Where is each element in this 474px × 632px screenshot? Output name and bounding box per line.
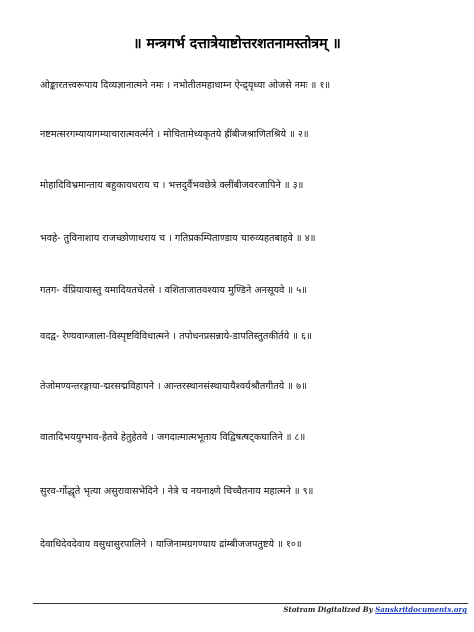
verse-3: मोहादिविभ्रमान्ताय बहुकायधराय च । भत्तदुर्वैभवछेत्रे क्लींबीजवरजापिने ॥ ३॥ [40,180,304,191]
verse-6: वदद्व- रेण्यवाग्जाला-विस्पृष्टविविधात्मने । तपोधनप्रसन्नाये-डापतिस्तुतकीर्तये ॥ ६॥ [40,331,312,342]
verse-1: ओङ्कारतत्त्वरूपाय दिव्यज्ञानात्मने नमः । नभोतीतमहाधाम्न ऐन्द्र्यृध्या ओजसे नमः ॥ १॥ [40,80,331,91]
footer-divider [33,603,468,604]
verse-4: भवहे- तुविनाशाय राजच्छोणाधराय च । गतिप्रकम्पिताण्डाय चारुव्यहतबाहवे ॥ ४॥ [40,233,316,244]
page-title: ॥ मन्त्रगर्भ दत्तात्रेयाष्टोत्तरशतनामस्तोत्रम् ॥ [133,36,341,52]
footer-site-link[interactable]: Sanskritdocuments.org [375,605,467,614]
footer-credit-text: Stotram Digitalized By [283,605,373,614]
verse-8: वातादिभययुग्भाव-हेतवे हेतुहेतवे । जगदात्मात्मभूताय विद्विषत्षट्कघातिने ॥ ८॥ [40,432,306,443]
footer-credit [283,605,467,614]
verse-7: तेजोमण्यन्तरङ्गाया-द्मरसद्मविहापने । आन्तरस्थानसंस्थायायैश्वर्यश्रौतगीतये ॥ ७॥ [40,381,307,392]
verse-2: नष्टमत्सरगम्यायागम्याचारात्मवर्त्मने । मोचितामेध्यकृतये ह्रींबीजश्राणितश्रिये ॥ २॥ [40,129,309,140]
verse-9: सुरव-र्गोद्धृते भृत्या असुरावासभेदिने । नेत्रे च नयनाक्ष्णे चिच्चैतनाय महात्मने ॥ ९॥ [40,486,314,497]
verse-5: गतग- र्वप्रियायास्तु यमादियतचेतसे । वशिताजातवश्याय मुण्डिने अनसूयवे ॥ ५॥ [40,285,307,296]
verse-10: देवाधिदेवदेवाय वसुधासुरपालिने । याजिनामग्रगण्याय द्रांम्बीजजपतुष्टये ॥ १०॥ [40,539,302,550]
